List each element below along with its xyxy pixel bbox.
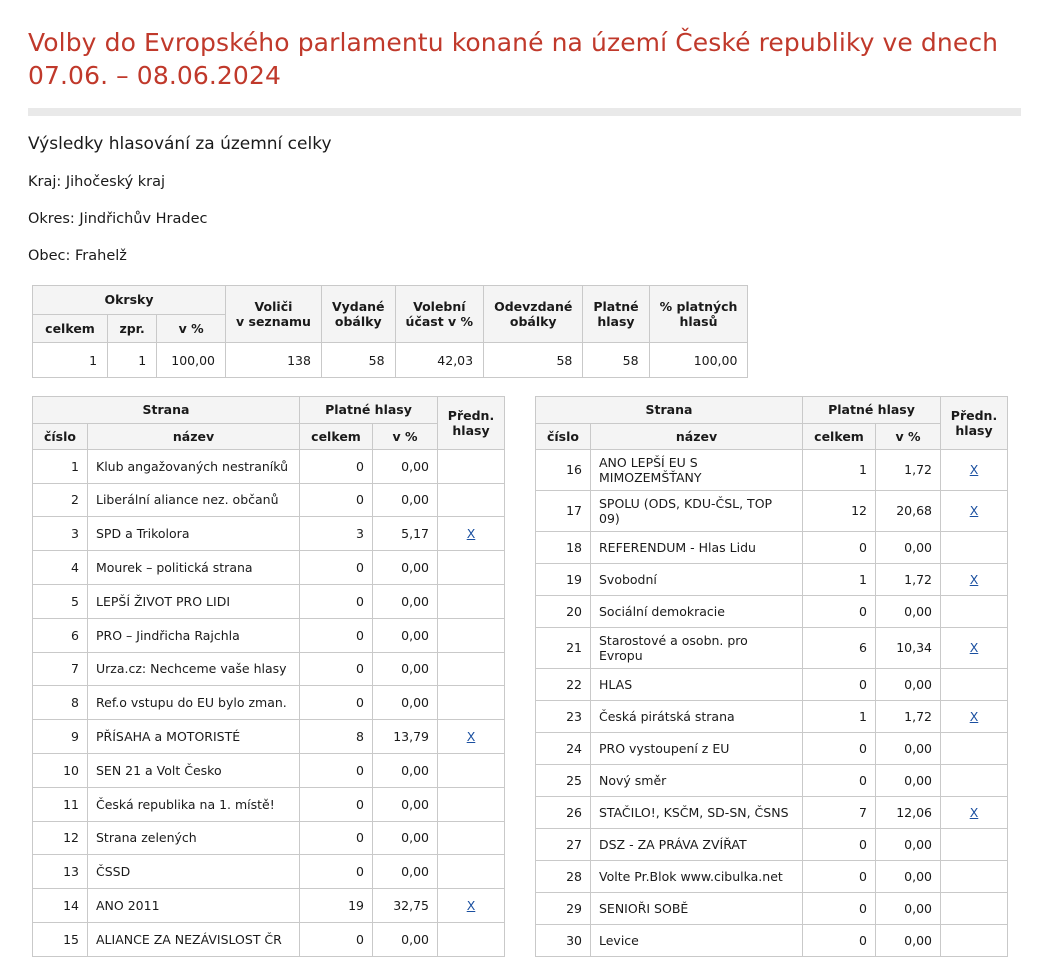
party-name: ČSSD [88,855,300,889]
value-okrsky-celkem: 1 [33,343,108,378]
party-votes-total: 0 [300,449,373,483]
summary-table [32,285,748,378]
preferential-votes-cell [438,922,505,956]
party-votes-percent: 20,68 [876,490,941,531]
header-cislo-right: číslo [536,423,591,449]
value-vydane-obalky: 58 [321,343,395,378]
party-votes-percent: 0,00 [373,449,438,483]
party-votes-total: 0 [300,855,373,889]
party-votes-total: 8 [300,720,373,754]
party-number: 24 [536,732,591,764]
party-number: 11 [33,787,88,821]
header-odevzdane-line2: obálky [509,314,557,330]
preferential-votes-link[interactable]: X [466,898,476,913]
party-name: Volte Pr.Blok www.cibulka.net [591,860,803,892]
party-number: 12 [33,821,88,855]
preferential-votes-link[interactable]: X [969,640,979,656]
header-predn-left-line2: hlasy [452,423,490,438]
party-votes-percent: 0,00 [876,924,941,956]
party-name: LEPŠÍ ŽIVOT PRO LIDI [88,584,300,618]
header-vydane-line1: Vydané [331,298,385,314]
preferential-votes-cell[interactable] [438,517,505,551]
header-odevzdane-obalky [484,286,583,343]
table-row [536,764,1008,796]
party-votes-percent: 32,75 [373,889,438,923]
party-votes-total: 0 [803,531,876,563]
header-pct-platnych-line1: % platných [659,298,738,314]
party-left-header-row-1 [33,397,505,423]
party-votes-total: 0 [300,584,373,618]
party-number: 15 [33,922,88,956]
header-vydane-line2: obálky [334,314,382,330]
preferential-votes-cell [941,732,1008,764]
table-row [33,787,505,821]
party-name: Levice [591,924,803,956]
party-votes-total: 0 [803,595,876,627]
table-row [536,828,1008,860]
table-row [536,595,1008,627]
table-row [33,855,505,889]
party-votes-percent: 0,00 [876,828,941,860]
header-pct-platnych [649,286,748,343]
header-pct-platnych-line2: hlasů [679,314,718,330]
party-votes-total: 0 [803,764,876,796]
party-left-header-row-2 [33,423,505,449]
header-odevzdane-line1: Odevzdané [494,298,573,314]
party-number: 20 [536,595,591,627]
header-predn-right-line2: hlasy [955,423,993,438]
party-votes-percent: 0,00 [373,686,438,720]
party-votes-total: 12 [803,490,876,531]
preferential-votes-link[interactable]: X [466,729,476,745]
header-strana-left: Strana [33,397,300,423]
party-votes-percent: 0,00 [876,764,941,796]
header-platne-hlasy-right: Platné hlasy [803,397,941,423]
preferential-votes-cell [438,686,505,720]
party-name: Mourek – politická strana [88,551,300,585]
header-celkem-right: celkem [803,423,876,449]
party-name: SPOLU (ODS, KDU-ČSL, TOP 09) [591,490,803,531]
header-volici-line2: v seznamu [236,314,311,330]
header-nazev-right: název [591,423,803,449]
party-name: PRO – Jindřicha Rajchla [88,618,300,652]
party-left-body [33,449,505,956]
table-row [536,563,1008,595]
party-right-header-row-2 [536,423,1008,449]
party-votes-total: 1 [803,563,876,595]
table-row [536,892,1008,924]
header-volici [226,286,322,343]
party-votes-total: 0 [300,618,373,652]
preferential-votes-cell[interactable] [438,889,505,923]
preferential-votes-link[interactable]: X [969,804,979,820]
preferential-votes-cell [438,787,505,821]
preferential-votes-cell [438,584,505,618]
header-okrsky-zpr: zpr. [108,314,157,343]
table-row [536,490,1008,531]
party-votes-total: 0 [300,753,373,787]
party-votes-percent: 0,00 [373,855,438,889]
preferential-votes-cell [941,595,1008,627]
party-name: PRO vystoupení z EU [591,732,803,764]
party-number: 6 [33,618,88,652]
table-row [33,753,505,787]
value-volebni-ucast: 42,03 [395,343,484,378]
header-vpct-left: v % [373,423,438,449]
party-number: 1 [33,449,88,483]
party-votes-total: 0 [300,551,373,585]
party-name: Česká pirátská strana [591,700,803,732]
party-votes-percent: 0,00 [876,732,941,764]
value-odevzdane-obalky: 58 [484,343,583,378]
party-number: 19 [536,563,591,595]
party-number: 7 [33,652,88,686]
value-platne-hlasy: 58 [583,343,649,378]
party-number: 17 [536,490,591,531]
party-number: 25 [536,764,591,796]
region-okres: Okres: Jindřichův Hradec [28,211,208,227]
preferential-votes-cell[interactable] [941,490,1008,531]
party-tables-wrapper [32,396,1021,957]
party-name: Urza.cz: Nechceme vaše hlasy [88,652,300,686]
party-votes-total: 0 [300,686,373,720]
preferential-votes-cell [941,924,1008,956]
party-votes-total: 0 [803,892,876,924]
party-votes-percent: 10,34 [876,627,941,668]
party-number: 29 [536,892,591,924]
page-title: Volby do Evropského parlamentu konané na území České republiky ve dnech 07.06. – 08.06.2024 [28,28,999,90]
party-name: Klub angažovaných nestraníků [88,449,300,483]
table-row [33,551,505,585]
header-ucast-line1: Volební [413,298,466,314]
region-kraj: Kraj: Jihočeský kraj [28,174,166,190]
table-row [33,517,505,551]
party-name: STAČILO!, KSČM, SD-SN, ČSNS [591,796,803,828]
party-votes-total: 0 [803,732,876,764]
preferential-votes-cell [438,618,505,652]
party-name: REFERENDUM - Hlas Lidu [591,531,803,563]
table-row [536,531,1008,563]
table-row [33,922,505,956]
party-votes-total: 0 [300,821,373,855]
party-votes-percent: 1,72 [876,563,941,595]
header-volebni-ucast [395,286,484,343]
party-number: 14 [33,889,88,923]
header-platne-hlasy-left: Platné hlasy [300,397,438,423]
party-name: DSZ - ZA PRÁVA ZVÍŘAT [591,828,803,860]
preferential-votes-cell [438,483,505,517]
preferential-votes-cell[interactable] [941,627,1008,668]
party-name: Svobodní [591,563,803,595]
preferential-votes-cell [438,551,505,585]
header-okrsky: Okrsky [33,286,226,315]
party-number: 4 [33,551,88,585]
party-votes-total: 1 [803,449,876,490]
header-platne-hlasy [583,286,649,343]
table-row [33,821,505,855]
header-predn-left-line1: Předn. [447,407,495,423]
header-ucast-line2: účast v % [405,314,474,330]
table-row [33,618,505,652]
preferential-votes-cell [941,828,1008,860]
party-votes-total: 0 [300,922,373,956]
party-name: ANO LEPŠÍ EU S MIMOZEMŠŤANY [591,449,803,490]
party-table-right [535,396,1008,957]
party-votes-percent: 0,00 [373,584,438,618]
header-platne-line2: hlasy [597,314,635,330]
party-number: 3 [33,517,88,551]
region-obec: Obec: Frahelž [28,248,127,264]
table-row [536,732,1008,764]
party-votes-percent: 0,00 [373,618,438,652]
preferential-votes-cell[interactable] [941,796,1008,828]
party-name: HLAS [591,668,803,700]
header-strana-right: Strana [536,397,803,423]
party-number: 23 [536,700,591,732]
party-votes-total: 0 [803,668,876,700]
party-right-header-row-1 [536,397,1008,423]
preferential-votes-link[interactable]: X [969,462,979,478]
header-predn-hlasy-left [438,397,505,450]
value-volici-v-seznamu: 138 [226,343,322,378]
party-votes-percent: 12,06 [876,796,941,828]
party-name: Česká republika na 1. místě! [88,787,300,821]
preferential-votes-cell [438,753,505,787]
header-predn-hlasy-right [941,397,1008,450]
party-votes-percent: 0,00 [876,892,941,924]
party-name: PŘÍSAHA a MOTORISTÉ [88,720,300,754]
party-votes-percent: 0,00 [876,531,941,563]
party-number: 9 [33,720,88,754]
party-name: Strana zelených [88,821,300,855]
party-votes-total: 0 [803,860,876,892]
preferential-votes-cell [438,821,505,855]
value-okrsky-zpr: 1 [108,343,157,378]
party-votes-percent: 0,00 [876,668,941,700]
table-row [536,627,1008,668]
header-okrsky-celkem: celkem [33,314,108,343]
preferential-votes-cell [941,668,1008,700]
table-row [33,584,505,618]
party-number: 5 [33,584,88,618]
party-number: 2 [33,483,88,517]
party-number: 10 [33,753,88,787]
party-votes-total: 0 [300,652,373,686]
party-number: 18 [536,531,591,563]
party-name: SENIOŘI SOBĚ [591,892,803,924]
party-votes-percent: 0,00 [373,652,438,686]
party-votes-percent: 5,17 [373,517,438,551]
header-divider [28,108,1021,116]
party-votes-percent: 0,00 [373,922,438,956]
header-celkem-left: celkem [300,423,373,449]
summary-data-row [33,343,748,378]
header-predn-right-line1: Předn. [950,407,998,423]
table-row [536,668,1008,700]
party-votes-total: 0 [300,787,373,821]
party-votes-percent: 13,79 [373,720,438,754]
header-okrsky-pct: v % [157,314,226,343]
party-votes-percent: 0,00 [373,483,438,517]
preferential-votes-link[interactable]: X [969,571,979,587]
party-number: 27 [536,828,591,860]
preferential-votes-cell[interactable] [438,720,505,754]
table-row [536,860,1008,892]
preferential-votes-link[interactable]: X [969,503,979,519]
party-votes-percent: 0,00 [876,595,941,627]
party-number: 16 [536,449,591,490]
preferential-votes-cell [941,531,1008,563]
table-row [33,720,505,754]
party-number: 28 [536,860,591,892]
party-votes-total: 19 [300,889,373,923]
preferential-votes-cell[interactable] [941,700,1008,732]
preferential-votes-cell[interactable] [941,449,1008,490]
party-votes-percent: 1,72 [876,449,941,490]
table-row [536,924,1008,956]
party-votes-total: 6 [803,627,876,668]
value-okrsky-pct: 100,00 [157,343,226,378]
table-row [536,700,1008,732]
party-votes-total: 7 [803,796,876,828]
preferential-votes-cell [438,652,505,686]
party-votes-total: 0 [803,924,876,956]
preferential-votes-cell [941,892,1008,924]
party-votes-percent: 0,00 [876,860,941,892]
header-cislo-left: číslo [33,423,88,449]
party-number: 8 [33,686,88,720]
header-nazev-left: název [88,423,300,449]
party-votes-percent: 0,00 [373,753,438,787]
party-right-body [536,449,1008,956]
header-platne-line1: Platné [593,298,639,314]
party-votes-total: 0 [300,483,373,517]
party-number: 21 [536,627,591,668]
party-votes-total: 0 [803,828,876,860]
preferential-votes-cell [438,449,505,483]
party-name: Nový směr [591,764,803,796]
party-name: SPD a Trikolora [88,517,300,551]
party-name: Liberální aliance nez. občanů [88,483,300,517]
party-number: 30 [536,924,591,956]
party-name: ANO 2011 [88,889,300,923]
preferential-votes-cell [941,764,1008,796]
section-title: Výsledky hlasování za územní celky [28,134,332,154]
summary-header-row-1 [33,286,748,315]
header-vpct-right: v % [876,423,941,449]
party-votes-total: 1 [803,700,876,732]
table-row [33,449,505,483]
party-votes-percent: 0,00 [373,551,438,585]
party-votes-percent: 0,00 [373,787,438,821]
table-row [33,483,505,517]
preferential-votes-cell [438,855,505,889]
party-number: 13 [33,855,88,889]
table-row [33,686,505,720]
table-row [536,449,1008,490]
party-name: ALIANCE ZA NEZÁVISLOST ČR [88,922,300,956]
preferential-votes-link[interactable]: X [466,526,476,542]
party-name: Starostové a osobn. pro Evropu [591,627,803,668]
party-name: Ref.o vstupu do EU bylo zman. [88,686,300,720]
header-volici-line1: Voliči [254,298,293,314]
table-row [536,796,1008,828]
table-row [33,652,505,686]
party-votes-percent: 1,72 [876,700,941,732]
preferential-votes-cell [941,860,1008,892]
party-number: 26 [536,796,591,828]
party-name: SEN 21 a Volt Česko [88,753,300,787]
party-votes-total: 3 [300,517,373,551]
header-vydane-obalky [321,286,395,343]
preferential-votes-cell[interactable] [941,563,1008,595]
party-number: 22 [536,668,591,700]
preferential-votes-link[interactable]: X [969,708,979,724]
party-table-left [32,396,505,957]
party-name: Sociální demokracie [591,595,803,627]
table-row [33,889,505,923]
party-votes-percent: 0,00 [373,821,438,855]
value-pct-platnych-hlasu: 100,00 [649,343,748,378]
